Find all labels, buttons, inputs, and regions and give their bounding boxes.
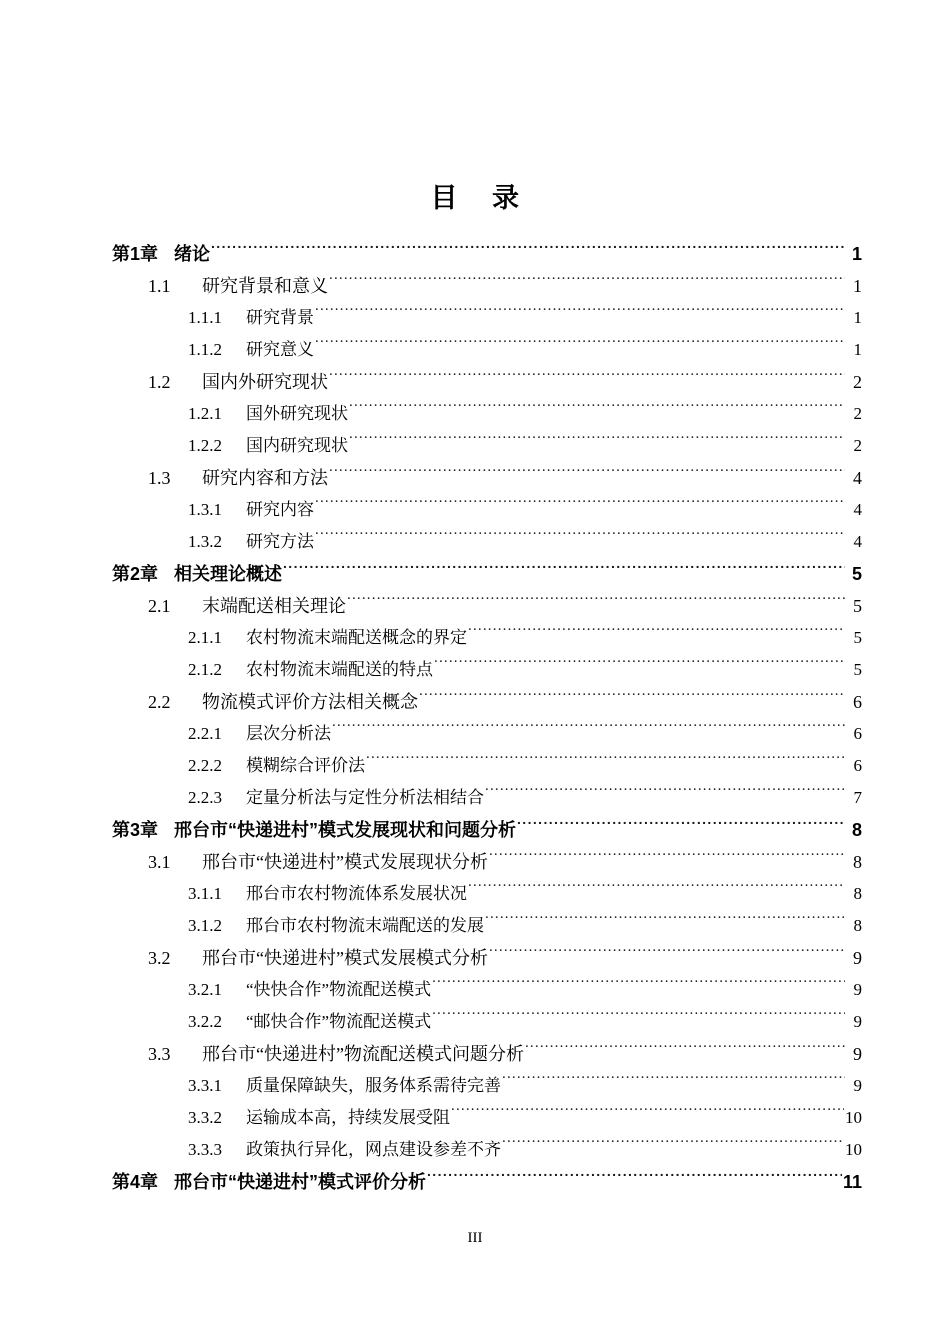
toc-entry-list: [112, 238, 862, 1198]
toc-entry-title: 研究方法: [246, 532, 314, 551]
toc-entry-number: 1.3.2: [188, 532, 222, 551]
toc-dot-leader: [517, 818, 845, 836]
toc-entry-page-number: 6: [853, 756, 862, 775]
toc-entry-title: 研究背景和意义: [202, 276, 328, 296]
toc-entry-number: 2.2.1: [188, 724, 222, 743]
toc-entry-title: 层次分析法: [246, 724, 331, 743]
toc-entry-title: 相关理论概述: [174, 564, 282, 584]
toc-dot-leader: [315, 306, 845, 323]
toc-entry-number: 第4章: [112, 1172, 159, 1192]
toc-entry-page-number: 6: [853, 724, 862, 743]
toc-entry-page-number: 9: [853, 1012, 862, 1031]
toc-entry-page-number: 8: [853, 884, 862, 903]
toc-entry-number: 2.1.1: [188, 628, 222, 647]
toc-entry-number: 2.1: [148, 596, 171, 616]
toc-entry-level-3[interactable]: [188, 1102, 862, 1134]
toc-entry-title: 模糊综合评价法: [246, 756, 365, 775]
toc-dot-leader: [502, 1138, 844, 1155]
toc-entry-title: 邢台市“快递进村”模式评价分析: [174, 1172, 426, 1192]
toc-entry-page-number: 1: [853, 276, 862, 296]
toc-entry-page-number: 1: [853, 308, 862, 327]
toc-dot-leader: [432, 1010, 845, 1027]
toc-entry-number: 2.1.2: [188, 660, 222, 679]
toc-entry-title: 邢台市“快递进村”模式发展现状分析: [202, 852, 488, 872]
toc-entry-number: 3.3.3: [188, 1140, 222, 1159]
toc-entry-number: 3.1.1: [188, 884, 222, 903]
toc-entry-level-3[interactable]: [188, 974, 862, 1006]
toc-entry-page-number: 9: [853, 948, 862, 968]
toc-dot-leader: [485, 914, 845, 931]
toc-entry-page-number: 11: [842, 1172, 862, 1192]
toc-entry-page-number: 10: [845, 1108, 862, 1127]
toc-dot-leader: [329, 466, 845, 484]
toc-entry-level-3[interactable]: [188, 654, 862, 686]
toc-entry-number: 3.1: [148, 852, 171, 872]
toc-entry-page-number: 1: [851, 244, 862, 264]
toc-entry-number: 第3章: [112, 820, 159, 840]
toc-entry-level-3[interactable]: [188, 526, 862, 558]
toc-dot-leader: [211, 242, 845, 260]
toc-entry-title: “邮快合作”物流配送模式: [246, 1012, 432, 1031]
toc-entry-number: 2.2: [148, 692, 171, 712]
toc-entry-title: 政策执行异化，网点建设参差不齐: [246, 1140, 501, 1159]
toc-entry-level-1[interactable]: [112, 1166, 862, 1198]
toc-entry-level-2[interactable]: [148, 846, 862, 878]
toc-entry-level-2[interactable]: [148, 1038, 862, 1070]
toc-entry-title: 农村物流末端配送的特点: [246, 660, 433, 679]
toc-entry-page-number: 9: [853, 980, 862, 999]
footer-page-number: III: [467, 1230, 483, 1246]
toc-entry-title: 末端配送相关理论: [202, 596, 346, 616]
toc-entry-level-3[interactable]: [188, 782, 862, 814]
toc-entry-number: 3.2.2: [188, 1012, 222, 1031]
page-title-char-left: 目: [430, 183, 458, 213]
toc-entry-title: 研究意义: [246, 340, 314, 359]
toc-dot-leader: [419, 690, 845, 708]
toc-entry-page-number: 6: [853, 692, 862, 712]
toc-entry-number: 1.3: [148, 468, 171, 488]
toc-entry-page-number: 9: [853, 1076, 862, 1095]
page-title: [0, 176, 950, 215]
toc-entry-page-number: 7: [853, 788, 862, 807]
toc-entry-number: 1.2.2: [188, 436, 222, 455]
toc-entry-level-3[interactable]: [188, 910, 862, 942]
toc-entry-level-3[interactable]: [188, 494, 862, 526]
toc-dot-leader: [489, 946, 845, 964]
toc-dot-leader: [468, 882, 845, 899]
toc-entry-level-3[interactable]: [188, 430, 862, 462]
toc-entry-number: 1.1.2: [188, 340, 222, 359]
toc-entry-level-3[interactable]: [188, 1070, 862, 1102]
toc-entry-level-3[interactable]: [188, 622, 862, 654]
toc-dot-leader: [427, 1170, 842, 1188]
toc-entry-level-3[interactable]: [188, 302, 862, 334]
toc-entry-title: 运输成本高，持续发展受阻: [246, 1108, 450, 1127]
toc-entry-page-number: 8: [853, 916, 862, 935]
toc-entry-page-number: 10: [845, 1140, 862, 1159]
toc-entry-page-number: 8: [853, 852, 862, 872]
toc-entry-title: 邢台市“快递进村”物流配送模式问题分析: [202, 1044, 524, 1064]
toc-entry-number: 1.3.1: [188, 500, 222, 519]
toc-dot-leader: [329, 370, 845, 388]
toc-dot-leader: [329, 274, 845, 292]
toc-dot-leader: [502, 1074, 845, 1091]
toc-entry-level-2[interactable]: [148, 942, 862, 974]
toc-entry-level-1[interactable]: [112, 558, 862, 590]
toc-entry-number: 1.1: [148, 276, 171, 296]
toc-entry-level-1[interactable]: [112, 814, 862, 846]
toc-entry-page-number: 8: [851, 820, 862, 840]
toc-entry-title: 研究内容: [246, 500, 314, 519]
toc-entry-number: 3.2: [148, 948, 171, 968]
toc-dot-leader: [434, 658, 845, 675]
toc-entry-page-number: 4: [853, 468, 862, 488]
toc-entry-title: 邢台市“快递进村”模式发展现状和问题分析: [174, 820, 516, 840]
toc-entry-title: 研究背景: [246, 308, 314, 327]
toc-dot-leader: [349, 402, 845, 419]
toc-entry-number: 2.2.3: [188, 788, 222, 807]
toc-entry-page-number: 9: [853, 1044, 862, 1064]
toc-entry-title: 农村物流末端配送概念的界定: [246, 628, 467, 647]
toc-entry-number: 第2章: [112, 564, 159, 584]
toc-dot-leader: [347, 594, 845, 612]
toc-entry-level-3[interactable]: [188, 334, 862, 366]
toc-entry-title: 国内研究现状: [246, 436, 348, 455]
toc-entry-number: 3.3.2: [188, 1108, 222, 1127]
toc-entry-title: 国外研究现状: [246, 404, 348, 423]
toc-entry-title: 邢台市“快递进村”模式发展模式分析: [202, 948, 488, 968]
toc-entry-title: 绪论: [174, 244, 210, 264]
toc-entry-number: 3.1.2: [188, 916, 222, 935]
toc-entry-level-2[interactable]: [148, 366, 862, 398]
toc-entry-title: 邢台市农村物流体系发展状况: [246, 884, 467, 903]
toc-dot-leader: [315, 530, 845, 547]
toc-entry-page-number: 5: [853, 596, 862, 616]
toc-entry-title: 物流模式评价方法相关概念: [202, 692, 418, 712]
toc-entry-number: 2.2.2: [188, 756, 222, 775]
toc-entry-title: 研究内容和方法: [202, 468, 328, 488]
toc-entry-level-3[interactable]: [188, 750, 862, 782]
toc-entry-level-3[interactable]: [188, 1134, 862, 1166]
toc-dot-leader: [525, 1042, 845, 1060]
toc-entry-number: 1.1.1: [188, 308, 222, 327]
toc-entry-level-2[interactable]: [148, 686, 862, 718]
toc-dot-leader: [349, 434, 845, 451]
toc-entry-page-number: 1: [853, 340, 862, 359]
toc-entry-title: 质量保障缺失，服务体系需待完善: [246, 1076, 501, 1095]
toc-entry-level-2[interactable]: [148, 462, 862, 494]
toc-entry-number: 1.2.1: [188, 404, 222, 423]
toc-entry-title: 邢台市农村物流末端配送的发展: [246, 916, 484, 935]
page-title-char-right: 录: [492, 183, 520, 213]
toc-entry-page-number: 5: [853, 628, 862, 647]
toc-entry-level-1[interactable]: [112, 238, 862, 270]
toc-entry-title: 定量分析法与定性分析法相结合: [246, 788, 484, 807]
toc-entry-page-number: 4: [853, 500, 862, 519]
toc-entry-level-3[interactable]: [188, 1006, 862, 1038]
toc-entry-page-number: 2: [853, 372, 862, 392]
toc-entry-page-number: 5: [851, 564, 862, 584]
toc-dot-leader: [489, 850, 845, 868]
toc-dot-leader: [332, 722, 845, 739]
toc-entry-number: 1.2: [148, 372, 171, 392]
toc-entry-page-number: 5: [853, 660, 862, 679]
toc-dot-leader: [451, 1106, 844, 1123]
toc-dot-leader: [432, 978, 845, 995]
toc-entry-level-3[interactable]: [188, 878, 862, 910]
toc-dot-leader: [283, 562, 845, 580]
toc-dot-leader: [366, 754, 845, 771]
toc-entry-title: “快快合作”物流配送模式: [246, 980, 432, 999]
toc-entry-level-3[interactable]: [188, 718, 862, 750]
toc-entry-level-3[interactable]: [188, 398, 862, 430]
toc-dot-leader: [485, 786, 845, 803]
toc-dot-leader: [468, 626, 845, 643]
toc-dot-leader: [315, 338, 845, 355]
toc-entry-page-number: 2: [853, 436, 862, 455]
toc-entry-number: 3.3.1: [188, 1076, 222, 1095]
toc-entry-number: 3.2.1: [188, 980, 222, 999]
toc-entry-number: 第1章: [112, 244, 159, 264]
toc-entry-level-2[interactable]: [148, 590, 862, 622]
toc-entry-page-number: 2: [853, 404, 862, 423]
toc-dot-leader: [315, 498, 845, 515]
toc-entry-page-number: 4: [853, 532, 862, 551]
toc-entry-title: 国内外研究现状: [202, 372, 328, 392]
toc-entry-level-2[interactable]: [148, 270, 862, 302]
toc-entry-number: 3.3: [148, 1044, 171, 1064]
